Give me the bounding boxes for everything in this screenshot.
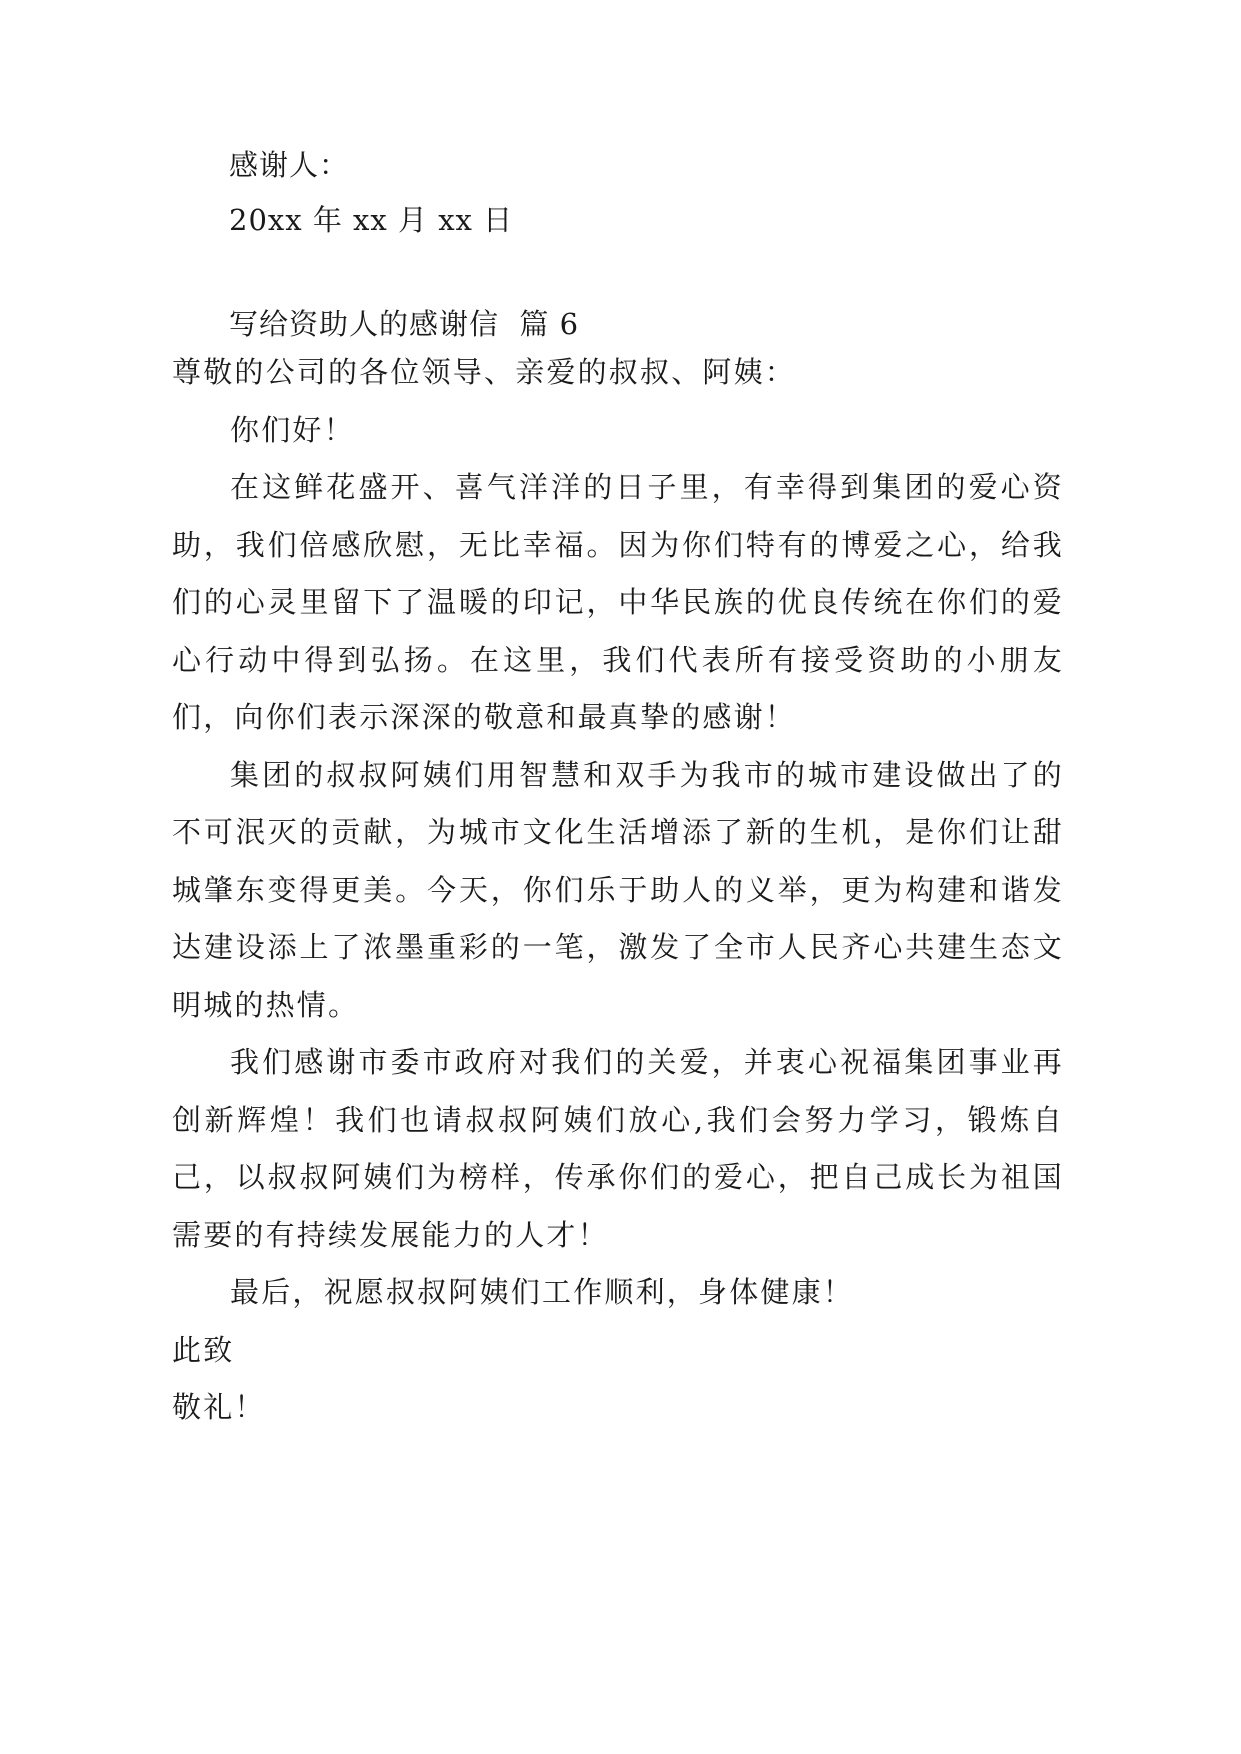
letter-date: 20xx 年 xx 月 xx 日: [229, 203, 514, 237]
body-paragraph-4: 最后，祝愿叔叔阿姨们工作顺利，身体健康！: [230, 1275, 855, 1309]
closing-ci-zhi: 此致: [172, 1332, 235, 1367]
signer-label: 感谢人：: [229, 148, 350, 182]
body-paragraph-3: 我们感谢市委市政府对我们的关爱，并衷心祝福集团事业再创新辉煌！我们也请叔叔阿姨们放心,我们会努力学习，锻炼自己，以叔叔阿姨们为榜样，传承你们的爱心，把自己成长为祖国需要的有持续发展能力的人才！: [172, 1045, 1064, 1252]
body-paragraph-2: 集团的叔叔阿姨们用智慧和双手为我市的城市建设做出了的不可泯灭的贡献，为城市文化生活增添了新的生机，是你们让甜城肇东变得更美。今天，你们乐于助人的义举，更为构建和谐发达建设添上了浓墨重彩的一笔，激发了全市人民齐心共建生态文明城的热情。: [172, 757, 1064, 1022]
letter-body: [172, 344, 1064, 1437]
greeting: 你们好！: [230, 412, 355, 447]
closing-jing-li: 敬礼！: [172, 1390, 266, 1424]
body-paragraph-1: 在这鲜花盛开、喜气洋洋的日子里，有幸得到集团的爱心资助，我们倍感欣慰，无比幸福。因为你们特有的博爱之心，给我们的心灵里留下了温暖的印记，中华民族的优良传统在你们的爱心行动中得到弘扬。在这里，我们代表所有接受资助的小朋友们，向你们表示深深的敬意和最真挚的感谢！: [172, 470, 1064, 734]
section-title: 写给资助人的感谢信 篇 6: [229, 307, 580, 341]
salutation: 尊敬的公司的各位领导、亲爱的叔叔、阿姨：: [172, 355, 797, 389]
